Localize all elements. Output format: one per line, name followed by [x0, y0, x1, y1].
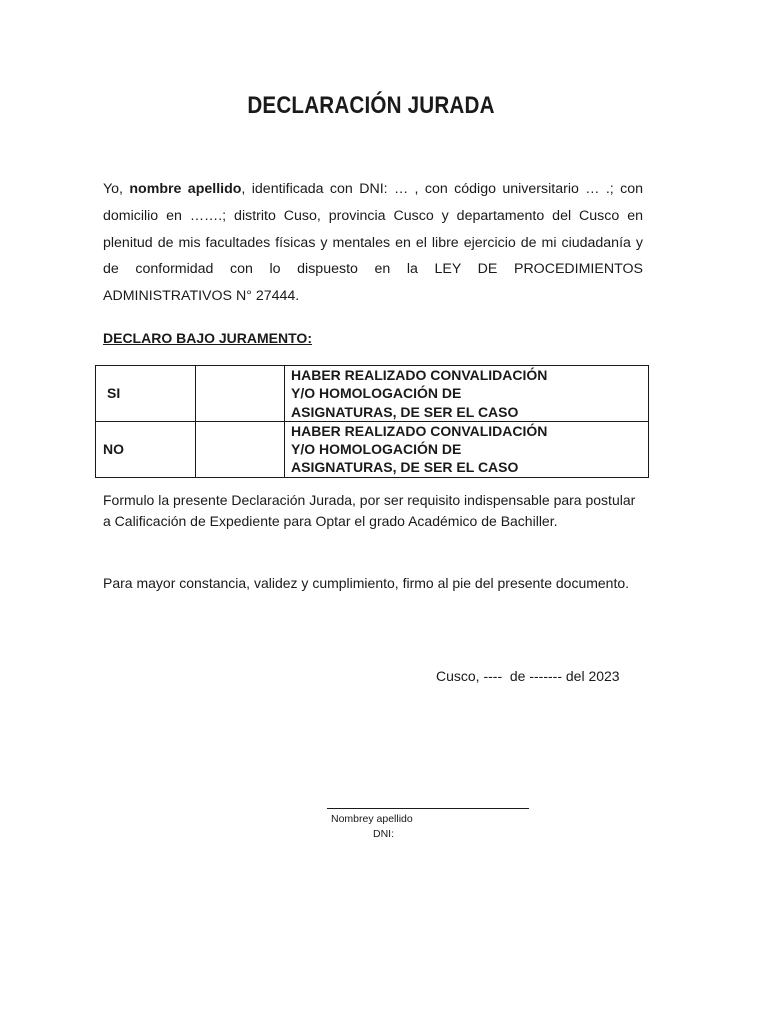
- table-row-no: [96, 421, 649, 477]
- constancia-paragraph: Para mayor constancia, validez y cumplimiento, firmo al pie del presente documento.: [103, 575, 630, 591]
- statement-line: Y/O HOMOLOGACIÓN DE: [291, 441, 462, 458]
- option-no: NO: [96, 421, 196, 477]
- document-title: DECLARACIÓN JURADA: [247, 92, 495, 119]
- statement-no: [285, 421, 649, 477]
- statement-line: HABER REALIZADO CONVALIDACIÓN: [291, 367, 548, 383]
- mark-cell-si[interactable]: [196, 366, 285, 422]
- signature-line: [327, 808, 529, 809]
- intro-paragraph: [103, 176, 643, 310]
- statement-line: HABER REALIZADO CONVALIDACIÓN: [291, 422, 548, 439]
- signature-name: Nombrey apellido: [331, 813, 413, 825]
- date-line: Cusco, ---- de ------- del 2023: [436, 668, 620, 684]
- option-si: SI: [96, 366, 196, 422]
- mark-cell-no[interactable]: [196, 421, 285, 477]
- intro-rest: , identificada con DNI: … , con código universitario … .; con domicilio en …….; distrito Cuso, provincia Cusco y departamento del Cusco en plenitud de mis facultades físicas y mentales en el libre ejercicio de mi ciudadanía y de conformidad con lo dispuesto en la LEY DE PROCEDIMIENTOS ADMINISTRATIVOS N° 27444.: [103, 181, 643, 305]
- statement-line: ASIGNATURAS, DE SER EL CASO: [291, 459, 519, 476]
- statement-line: Y/O HOMOLOGACIÓN DE: [291, 385, 462, 402]
- signature-dni: DNI:: [373, 828, 394, 840]
- declaration-table: [95, 365, 649, 478]
- table-row-si: [96, 366, 649, 422]
- statement-si: [285, 366, 649, 422]
- formulo-paragraph: Formulo la presente Declaración Jurada, por ser requisito indispensable para postular a Calificación de Expediente para Optar el grado Académico de Bachiller.: [103, 492, 636, 529]
- statement-line: ASIGNATURAS, DE SER EL CASO: [291, 403, 519, 420]
- intro-name: nombre apellido: [129, 181, 242, 197]
- intro-yo: Yo,: [103, 181, 130, 197]
- declaro-heading: DECLARO BAJO JURAMENTO:: [103, 330, 312, 346]
